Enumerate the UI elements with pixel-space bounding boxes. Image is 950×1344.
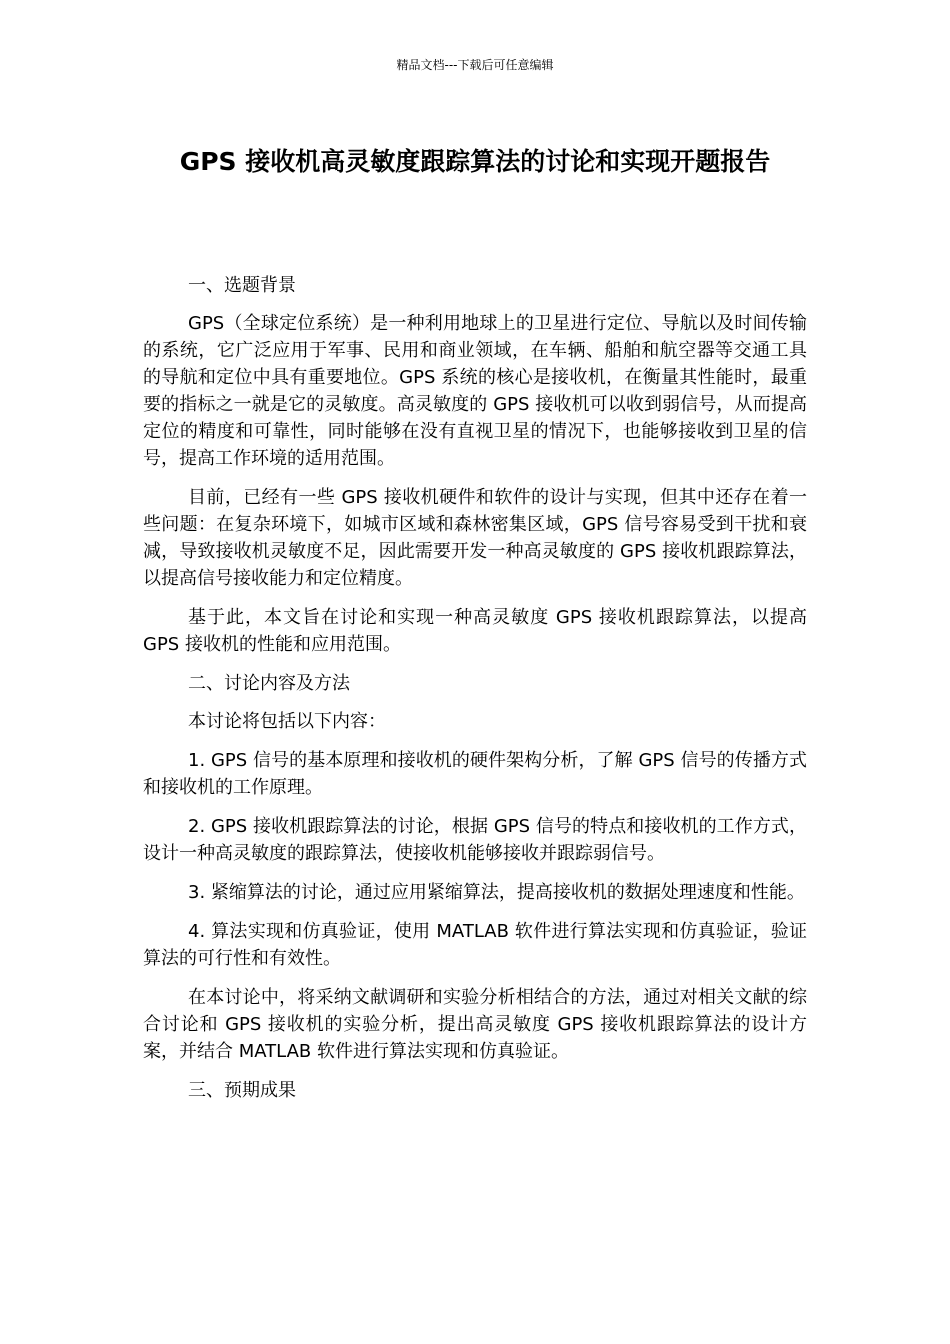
list-item: 2. GPS 接收机跟踪算法的讨论，根据 GPS 信号的特点和接收机的工作方式，设计一种高灵敏度的跟踪算法，使接收机能够接收并跟踪弱信号。 <box>143 816 807 864</box>
document-title: GPS 接收机高灵敏度跟踪算法的讨论和实现开题报告 <box>179 147 771 176</box>
list-item: 3. 紧缩算法的讨论，通过应用紧缩算法，提高接收机的数据处理速度和性能。 <box>188 882 805 903</box>
paragraph: 基于此，本文旨在讨论和实现一种高灵敏度 GPS 接收机跟踪算法，以提高 GPS 接收机的性能和应用范围。 <box>143 607 807 655</box>
paragraph: 本讨论将包括以下内容： <box>188 711 386 732</box>
section-heading-expected-results: 三、预期成果 <box>188 1080 296 1101</box>
section-heading-content-methods: 二、讨论内容及方法 <box>188 673 350 694</box>
paragraph: GPS（全球定位系统）是一种利用地球上的卫星进行定位、导航以及时间传输的系统，它广泛应用于军事、民用和商业领域，在车辆、船舶和航空器等交通工具的导航和定位中具有重要地位。GPS 系统的核心是接收机，在衡量其性能时，最重要的指标之一就是它的灵敏度。高灵敏度的 GPS 接收机可以收到弱信号，从而提高定位的精度和可靠性，同时能够在没有直视卫星的情况下，也能够接收到卫星的信号，提高工作环境的适用范围。 <box>143 313 807 469</box>
paragraph: 在本讨论中，将采纳文献调研和实验分析相结合的方法，通过对相关文献的综合讨论和 GPS 接收机的实验分析，提出高灵敏度 GPS 接收机跟踪算法的设计方案，并结合 MATLAB 软件进行算法实现和仿真验证。 <box>143 987 807 1062</box>
list-item: 1. GPS 信号的基本原理和接收机的硬件架构分析，了解 GPS 信号的传播方式和接收机的工作原理。 <box>143 750 807 798</box>
list-item: 4. 算法实现和仿真验证，使用 MATLAB 软件进行算法实现和仿真验证，验证算法的可行性和有效性。 <box>143 921 807 969</box>
document-body <box>143 272 807 1115</box>
page-header-note: 精品文档---下载后可任意编辑 <box>396 58 554 72</box>
paragraph: 目前，已经有一些 GPS 接收机硬件和软件的设计与实现，但其中还存在着一些问题：在复杂环境下，如城市区域和森林密集区域，GPS 信号容易受到干扰和衰减，导致接收机灵敏度不足，因此需要开发一种高灵敏度的 GPS 接收机跟踪算法，以提高信号接收能力和定位精度。 <box>143 487 807 589</box>
section-heading-background: 一、选题背景 <box>188 275 296 296</box>
